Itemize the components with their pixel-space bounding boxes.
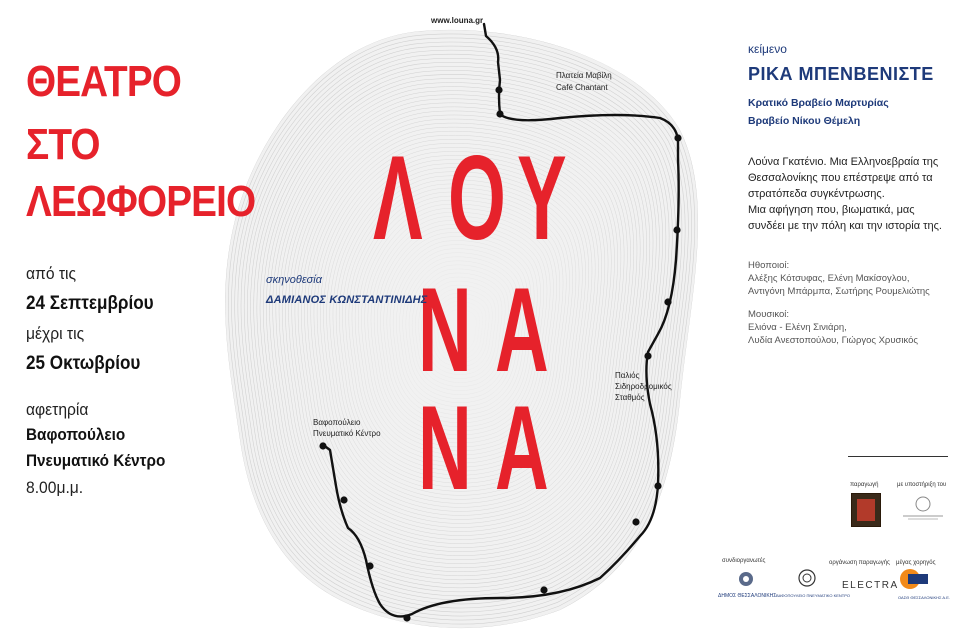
stop-label-vafo-1: Βαφοπούλειο: [313, 418, 361, 427]
dimos-emblem-icon: [718, 570, 774, 588]
description-line: στρατόπεδα συγκέντρωσης.: [748, 188, 885, 200]
stop-label-station-2: Σιδηροδρομικός: [615, 382, 672, 391]
description-line: Μια αφήγηση που, βιωματικά, μας: [748, 204, 915, 216]
title-letter-alpha-lower: Α: [495, 381, 549, 515]
until-label: μέχρι τις: [26, 324, 85, 343]
stop-label-platia-1: Πλατεία Μαβίλη: [556, 71, 612, 80]
musicians-label: Μουσικοί:: [748, 309, 790, 320]
stop-label-vafo-2: Πνευματικό Κέντρο: [313, 429, 381, 438]
award-1: Κρατικό Βραβείο Μαρτυρίας: [748, 97, 889, 109]
production-label: παραγωγή: [850, 482, 879, 488]
production-org-label: οργάνωση παραγωγής: [829, 560, 890, 566]
vafo-logo-text: ΒΑΦΟΠΟΥΛΕΙΟ ΠΝΕΥΜΑΤΙΚΟ ΚΕΝΤΡΟ: [776, 593, 851, 598]
show-time: 8.00μ.μ.: [26, 478, 84, 497]
route-stop-dot: [366, 562, 373, 569]
stop-label-station-3: Σταθμός: [615, 393, 645, 402]
start-date: 24 Σεπτεμβρίου: [26, 293, 154, 314]
venue-line-2: Πνευματικό Κέντρο: [26, 451, 166, 470]
stop-label-platia-2: Café Chantant: [556, 83, 608, 92]
route-stop-dot: [632, 518, 639, 525]
title-letter-lambda: Λ: [373, 131, 423, 265]
route-stop-dot: [403, 614, 410, 621]
title-letter-nu: Ν: [418, 263, 472, 397]
actors-line: Αλέξης Κότσυφας, Ελένη Μακίσογλου,: [748, 273, 910, 284]
stop-label-station-1: Παλιός: [615, 371, 640, 380]
electra-logo: ELECTRA: [842, 580, 899, 591]
title-line-3: ΛΕΩΦΟΡΕΙΟ: [26, 177, 256, 226]
actors-label: Ηθοποιοί:: [748, 260, 790, 271]
vafo-emblem-icon: [776, 568, 838, 588]
media-sponsor-label: μέγας χορηγός: [896, 560, 936, 566]
description-line: Λούνα Γκατένιο. Μια Ελληνοεβραία της: [748, 156, 939, 168]
route-stop-dot: [664, 298, 671, 305]
dimos-logo: [718, 570, 777, 600]
route-stop-dot: [340, 496, 347, 503]
dimos-logo-text: ΔΗΜΟΣ ΘΕΣΣΑΛΟΝΙΚΗΣ: [718, 593, 777, 599]
direction-label: σκηνοθεσία: [266, 274, 323, 286]
from-label: από τις: [26, 264, 77, 283]
title-letter-omicron: Ο: [448, 131, 506, 265]
production-logo: [851, 493, 881, 527]
title-letter-alpha: Α: [495, 263, 549, 397]
venue-line-1: Βαφοπούλειο: [26, 425, 126, 444]
route-stop-dot: [540, 586, 547, 593]
coorganizers-label: συνδιοργανωτές: [722, 558, 766, 564]
oasth-logo: [898, 568, 950, 602]
support-label: με υποστήριξη του: [897, 482, 947, 488]
route-stop-dot: [673, 226, 680, 233]
author-name: ΡΙΚΑ ΜΠΕΝΒΕΝΙΣΤΕ: [748, 64, 934, 84]
ministry-logo: [900, 494, 946, 522]
route-stop-dot: [644, 352, 651, 359]
musicians-line: Ελιόνα - Ελένη Σινιάρη,: [748, 322, 847, 333]
vafo-logo: [776, 568, 851, 600]
award-2: Βραβείο Νίκου Θέμελη: [748, 115, 861, 127]
route-stop-dot: [319, 442, 326, 449]
description-line: Θεσσαλονίκης που επέστρεψε από τα: [748, 172, 933, 184]
text-label: κείμενο: [748, 42, 787, 56]
website-link[interactable]: www.louna.gr: [431, 16, 484, 25]
sponsor-divider: [848, 456, 948, 457]
title-line-2: ΣΤΟ: [26, 120, 100, 169]
route-stop-dot: [496, 110, 503, 117]
start-point-label: αφετηρία: [26, 400, 89, 419]
title-line-1: ΘΕΑΤΡΟ: [26, 57, 182, 106]
ministry-emblem-icon: [900, 494, 946, 522]
route-stop-dot: [495, 86, 502, 93]
musicians-line: Λυδία Ανεστοπούλου, Γιώργος Χρυσικός: [748, 335, 919, 346]
actors-block: [748, 259, 930, 298]
actors-line: Αντιγόνη Μπάρμπα, Σωτήρης Ρουμελιώτης: [748, 286, 930, 297]
oasth-logo-text: ΟΑΣΘ ΘΕΣΣΑΛΟΝΙΚΗΣ Α.Ε.: [898, 595, 950, 600]
description: [748, 154, 942, 234]
oasth-emblem-icon: [898, 568, 932, 590]
end-date: 25 Οκτωβρίου: [26, 353, 141, 374]
title-letter-nu-lower: Ν: [418, 381, 472, 515]
route-stop-dot: [674, 134, 681, 141]
director-name: ΔΑΜΙΑΝΟΣ ΚΩΝΣΤΑΝΤΙΝΙΔΗΣ: [266, 294, 428, 306]
title-letter-upsilon: Υ: [517, 131, 567, 265]
description-line: συνδέει με την πόλη και την ιστορία της.: [748, 220, 942, 232]
production-logo-mark: [857, 499, 875, 521]
route-stop-dot: [654, 482, 661, 489]
musicians-block: [748, 308, 918, 347]
